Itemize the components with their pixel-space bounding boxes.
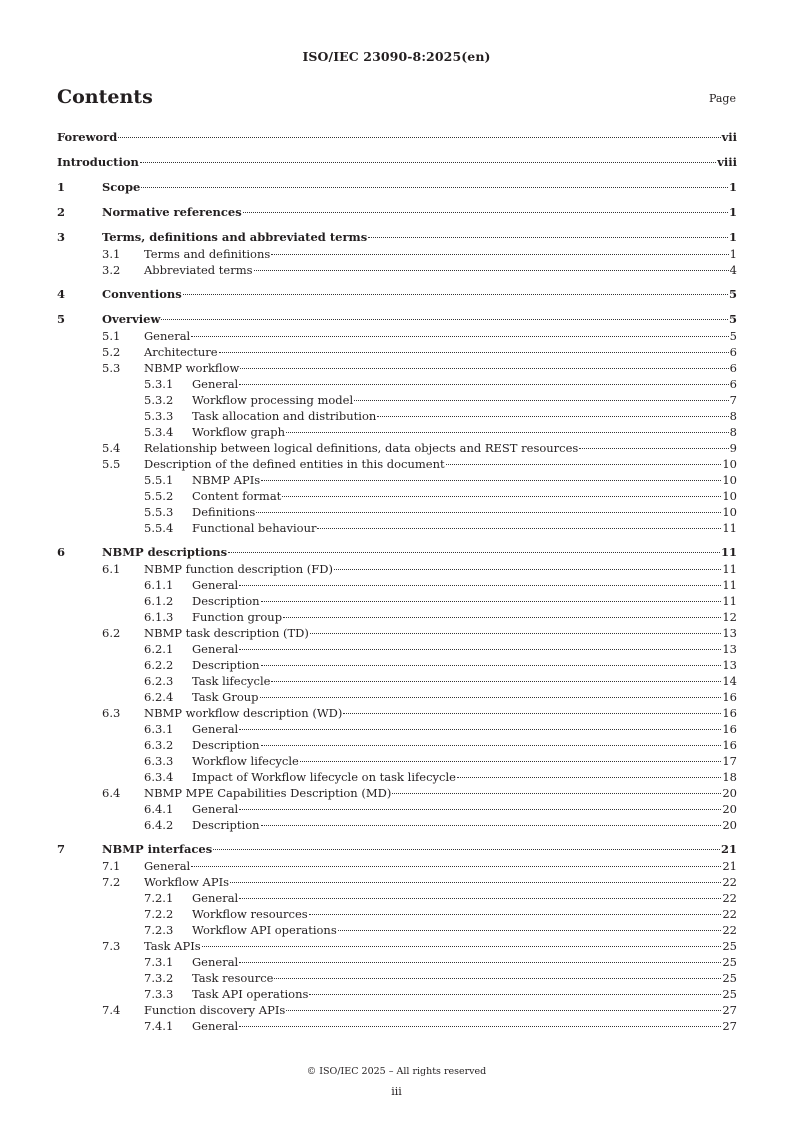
dot-leader: [219, 352, 729, 353]
toc-entry[interactable]: [57, 986, 737, 1002]
toc-entry-page: 25: [722, 939, 737, 953]
toc-entry-number: 6.2.2: [144, 658, 174, 672]
toc-entry-number: 6.3.3: [144, 754, 174, 768]
toc-entry[interactable]: [57, 246, 737, 262]
dot-leader: [286, 1010, 721, 1011]
toc-entry-page: 16: [722, 706, 737, 720]
toc-entry-number: 6.4.1: [144, 802, 174, 816]
toc-entry-page: vii: [721, 130, 737, 144]
toc-entry-title: Task lifecycle: [192, 674, 271, 688]
toc-entry-page: 21: [720, 842, 737, 856]
toc-entry-number: 6.4: [102, 786, 121, 800]
toc-entry-title: Function group: [192, 610, 283, 624]
toc-entry[interactable]: [57, 179, 737, 196]
toc-entry-number: 3.2: [102, 263, 121, 277]
toc-entry-title: Task API operations: [192, 987, 309, 1001]
toc-entry-number: 5.5.2: [144, 489, 174, 503]
dot-leader: [202, 946, 722, 947]
toc-entry-page: 10: [722, 489, 737, 503]
toc-entry-page: 9: [729, 441, 737, 455]
toc-entry-number: 6.2.1: [144, 642, 174, 656]
toc-entry-number: 6.1.1: [144, 578, 174, 592]
toc-entry-number: 6.3: [102, 706, 121, 720]
toc-entry-title: Workflow processing model: [192, 393, 354, 407]
toc-entry-number: 7.3.3: [144, 987, 174, 1001]
toc-entry-page: 13: [722, 642, 737, 656]
toc-entry[interactable]: [57, 922, 737, 938]
toc-entry-title: NBMP MPE Capabilities Description (MD): [144, 786, 392, 800]
toc-entry[interactable]: [57, 705, 737, 721]
toc-entry-title: NBMP APIs: [192, 473, 261, 487]
toc-entry-title: General: [192, 578, 239, 592]
toc-entry-number: 7.2.3: [144, 923, 174, 937]
toc-entry[interactable]: [57, 154, 737, 171]
toc-entry-page: 4: [729, 263, 737, 277]
dot-leader: [282, 496, 721, 497]
toc-entry-number: 6.2.4: [144, 690, 174, 704]
toc-entry[interactable]: [57, 129, 737, 146]
dot-leader: [256, 512, 721, 513]
dot-leader: [254, 270, 729, 271]
toc-entry-page: 16: [722, 722, 737, 736]
toc-entry[interactable]: [57, 440, 737, 456]
toc-entry-number: 3: [57, 230, 66, 244]
toc-entry-number: 7.2.1: [144, 891, 174, 905]
toc-entry[interactable]: [57, 504, 737, 520]
toc-entry[interactable]: [57, 262, 737, 278]
toc-entry-page: 13: [722, 658, 737, 672]
toc-entry-page: 10: [722, 457, 737, 471]
toc-entry-number: 4: [57, 287, 66, 301]
toc-entry-number: 5.3.3: [144, 409, 174, 423]
toc-entry-title: Terms, definitions and abbreviated terms: [102, 230, 368, 244]
toc-entry-page: 1: [728, 230, 737, 244]
toc-entry[interactable]: [57, 488, 737, 504]
toc-entry[interactable]: [57, 472, 737, 488]
toc-entry-title: General: [192, 722, 239, 736]
toc-entry[interactable]: [57, 954, 737, 970]
toc-entry-number: 7.1: [102, 859, 121, 873]
page-number: iii: [391, 1085, 402, 1098]
toc-entry-number: 6.1: [102, 562, 121, 576]
toc-entry[interactable]: [57, 673, 737, 689]
toc-entry[interactable]: [57, 874, 737, 890]
toc-entry-page: 1: [728, 180, 737, 194]
toc-entry[interactable]: [57, 544, 737, 561]
toc-entry-number: 7.3: [102, 939, 121, 953]
toc-entry-title: Description: [192, 658, 260, 672]
toc-entry-title: Architecture: [144, 345, 218, 359]
toc-entry[interactable]: [57, 577, 737, 593]
dot-leader: [239, 898, 721, 899]
dot-leader: [261, 745, 722, 746]
toc-entry-page: 14: [722, 674, 737, 688]
dot-leader: [260, 697, 722, 698]
toc-entry-number: 5.5: [102, 457, 121, 471]
toc-entry[interactable]: [57, 841, 737, 858]
toc-entry-number: 5: [57, 312, 66, 326]
toc-entry-page: 16: [722, 690, 737, 704]
toc-entry-page: 18: [722, 770, 737, 784]
toc-entry-title: Description: [192, 594, 260, 608]
toc-entry-page: 5: [728, 312, 737, 326]
dot-leader: [230, 882, 721, 883]
toc-entry-title: General: [192, 1019, 239, 1033]
dot-leader: [338, 930, 722, 931]
toc-entry-page: 1: [728, 205, 737, 219]
toc-entry-title: NBMP workflow description (WD): [144, 706, 343, 720]
toc-entry[interactable]: [57, 520, 737, 536]
toc-entry-number: 6.3.1: [144, 722, 174, 736]
toc-entry[interactable]: [57, 1018, 737, 1034]
table-of-contents: [57, 129, 737, 1034]
toc-entry-title: General: [144, 859, 191, 873]
toc-entry-page: 20: [722, 802, 737, 816]
toc-entry-title: Workflow lifecycle: [192, 754, 299, 768]
dot-leader: [161, 319, 728, 320]
contents-title: Contents: [57, 86, 153, 108]
toc-entry[interactable]: [57, 609, 737, 625]
dot-leader: [343, 713, 721, 714]
toc-entry-title: Scope: [102, 180, 141, 194]
toc-entry[interactable]: [57, 408, 737, 424]
toc-entry-title: Task resource: [192, 971, 274, 985]
dot-leader: [377, 416, 728, 417]
copyright-footer: © ISO/IEC 2025 – All rights reserved: [306, 1066, 487, 1077]
dot-leader: [368, 237, 728, 238]
dot-leader: [239, 1026, 721, 1027]
toc-entry-number: 7.4: [102, 1003, 121, 1017]
dot-leader: [140, 162, 716, 163]
toc-entry-page: 17: [722, 754, 737, 768]
dot-leader: [239, 384, 728, 385]
toc-entry-title: NBMP interfaces: [102, 842, 213, 856]
dot-leader: [334, 569, 721, 570]
toc-entry-title: Task Group: [192, 690, 259, 704]
toc-entry[interactable]: [57, 858, 737, 874]
toc-entry[interactable]: [57, 376, 737, 392]
toc-entry[interactable]: [57, 229, 737, 246]
dot-leader: [300, 761, 722, 762]
toc-entry[interactable]: [57, 344, 737, 360]
toc-entry-number: 6.3.4: [144, 770, 174, 784]
toc-entry[interactable]: [57, 785, 737, 801]
toc-entry[interactable]: [57, 328, 737, 344]
dot-leader: [191, 866, 721, 867]
toc-entry[interactable]: [57, 1002, 737, 1018]
toc-entry-number: 5.5.4: [144, 521, 174, 535]
toc-entry-title: Functional behaviour: [192, 521, 317, 535]
toc-entry[interactable]: [57, 360, 737, 376]
toc-entry-number: 5.3.1: [144, 377, 174, 391]
dot-leader: [261, 825, 722, 826]
toc-entry-page: 11: [722, 594, 737, 608]
toc-entry[interactable]: [57, 424, 737, 440]
toc-entry-number: 5.3.2: [144, 393, 174, 407]
toc-entry-number: 7.4.1: [144, 1019, 174, 1033]
dot-leader: [118, 137, 720, 138]
toc-entry-page: 5: [729, 329, 737, 343]
toc-entry-title: Introduction: [57, 155, 139, 169]
toc-entry-number: 6: [57, 545, 66, 559]
dot-leader: [283, 617, 721, 618]
toc-entry-title: Abbreviated terms: [144, 263, 253, 277]
toc-entry-number: 5.5.1: [144, 473, 174, 487]
toc-entry-title: General: [192, 642, 239, 656]
toc-entry-page: 11: [720, 545, 737, 559]
toc-entry-page: 10: [722, 473, 737, 487]
toc-entry-title: Terms and definitions: [144, 247, 271, 261]
dot-leader: [579, 448, 728, 449]
dot-leader: [239, 649, 721, 650]
toc-entry-number: 6.3.2: [144, 738, 174, 752]
dot-leader: [274, 978, 721, 979]
toc-entry-page: 25: [722, 987, 737, 1001]
toc-entry-number: 6.1.3: [144, 610, 174, 624]
toc-entry-title: Task APIs: [144, 939, 201, 953]
toc-entry-page: 11: [722, 521, 737, 535]
dot-leader: [354, 400, 729, 401]
toc-entry-title: General: [192, 955, 239, 969]
toc-entry[interactable]: [57, 721, 737, 737]
toc-entry-page: 22: [722, 923, 737, 937]
dot-leader: [310, 633, 721, 634]
toc-entry-page: 6: [729, 361, 737, 375]
dot-leader: [271, 681, 721, 682]
toc-entry[interactable]: [57, 204, 737, 221]
toc-entry-title: Conventions: [102, 287, 182, 301]
toc-entry-title: NBMP function description (FD): [144, 562, 333, 576]
toc-entry-number: 3.1: [102, 247, 121, 261]
toc-entry-page: 7: [729, 393, 737, 407]
toc-entry-title: NBMP task description (TD): [144, 626, 309, 640]
toc-entry-page: 16: [722, 738, 737, 752]
toc-entry-title: General: [192, 377, 239, 391]
toc-entry-title: Workflow APIs: [144, 875, 230, 889]
toc-entry-page: 6: [729, 345, 737, 359]
toc-entry-page: 5: [728, 287, 737, 301]
dot-leader: [446, 464, 722, 465]
toc-entry-number: 6.2: [102, 626, 121, 640]
toc-entry-title: General: [192, 891, 239, 905]
toc-entry-title: Normative references: [102, 205, 242, 219]
dot-leader: [261, 480, 721, 481]
dot-leader: [228, 552, 720, 553]
dot-leader: [261, 665, 722, 666]
toc-entry-title: Description of the defined entities in this document: [144, 457, 445, 471]
toc-entry-page: 6: [729, 377, 737, 391]
toc-entry-title: Definitions: [192, 505, 256, 519]
toc-entry[interactable]: [57, 689, 737, 705]
dot-leader: [183, 294, 728, 295]
toc-entry-page: 20: [722, 786, 737, 800]
dot-leader: [239, 729, 721, 730]
toc-entry-page: 25: [722, 971, 737, 985]
toc-entry[interactable]: [57, 392, 737, 408]
toc-entry-page: 8: [729, 409, 737, 423]
dot-leader: [239, 585, 721, 586]
dot-leader: [191, 336, 728, 337]
dot-leader: [309, 914, 722, 915]
toc-entry-number: 6.4.2: [144, 818, 174, 832]
toc-entry-number: 6.2.3: [144, 674, 174, 688]
toc-entry-page: 27: [722, 1019, 737, 1033]
toc-entry-page: 12: [722, 610, 737, 624]
dot-leader: [309, 994, 721, 995]
toc-entry-page: 1: [729, 247, 737, 261]
toc-entry-page: 21: [722, 859, 737, 873]
dot-leader: [240, 368, 728, 369]
toc-entry-page: 11: [722, 562, 737, 576]
dot-leader: [243, 212, 728, 213]
toc-entry[interactable]: [57, 753, 737, 769]
toc-entry-number: 7.2.2: [144, 907, 174, 921]
dot-leader: [261, 601, 722, 602]
toc-entry-page: viii: [717, 155, 737, 169]
toc-entry-page: 22: [722, 907, 737, 921]
toc-entry-title: Foreword: [57, 130, 118, 144]
toc-entry[interactable]: [57, 817, 737, 833]
toc-entry-number: 2: [57, 205, 66, 219]
dot-leader: [317, 528, 721, 529]
toc-entry[interactable]: [57, 906, 737, 922]
toc-entry[interactable]: [57, 625, 737, 641]
page-column-label: Page: [708, 92, 736, 105]
toc-entry-page: 8: [729, 425, 737, 439]
toc-entry-title: Overview: [102, 312, 161, 326]
toc-entry-number: 5.5.3: [144, 505, 174, 519]
toc-entry-number: 5.4: [102, 441, 121, 455]
toc-entry-title: Workflow resources: [192, 907, 308, 921]
document-id-header: ISO/IEC 23090-8:2025(en): [302, 49, 491, 64]
toc-entry[interactable]: [57, 970, 737, 986]
toc-entry-number: 1: [57, 180, 66, 194]
toc-entry[interactable]: [57, 311, 737, 328]
dot-leader: [213, 849, 720, 850]
toc-entry-title: Description: [192, 738, 260, 752]
dot-leader: [286, 432, 729, 433]
toc-entry-number: 7: [57, 842, 66, 856]
toc-entry-title: Relationship between logical definitions, data objects and REST resources: [144, 441, 579, 455]
toc-entry-title: Task allocation and distribution: [192, 409, 377, 423]
toc-entry-page: 22: [722, 891, 737, 905]
toc-entry[interactable]: [57, 938, 737, 954]
toc-entry-title: Workflow graph: [192, 425, 286, 439]
toc-entry-number: 7.3.2: [144, 971, 174, 985]
dot-leader: [457, 777, 721, 778]
toc-entry-page: 13: [722, 626, 737, 640]
toc-entry-title: NBMP descriptions: [102, 545, 228, 559]
toc-entry[interactable]: [57, 561, 737, 577]
toc-entry-number: 5.3.4: [144, 425, 174, 439]
toc-entry[interactable]: [57, 286, 737, 303]
toc-entry-number: 7.2: [102, 875, 121, 889]
toc-entry[interactable]: [57, 801, 737, 817]
dot-leader: [392, 793, 721, 794]
toc-entry-title: Description: [192, 818, 260, 832]
toc-entry[interactable]: [57, 593, 737, 609]
toc-entry-title: Function discovery APIs: [144, 1003, 286, 1017]
dot-leader: [239, 809, 721, 810]
toc-entry-number: 5.1: [102, 329, 121, 343]
toc-entry-number: 7.3.1: [144, 955, 174, 969]
toc-entry[interactable]: [57, 769, 737, 785]
toc-entry-number: 6.1.2: [144, 594, 174, 608]
toc-entry-number: 5.2: [102, 345, 121, 359]
toc-entry-page: 27: [722, 1003, 737, 1017]
dot-leader: [141, 187, 728, 188]
toc-entry[interactable]: [57, 737, 737, 753]
toc-entry-title: General: [192, 802, 239, 816]
dot-leader: [239, 962, 721, 963]
toc-entry-title: General: [144, 329, 191, 343]
toc-entry-page: 25: [722, 955, 737, 969]
toc-entry-title: Workflow API operations: [192, 923, 337, 937]
toc-entry[interactable]: [57, 890, 737, 906]
toc-entry-number: 5.3: [102, 361, 121, 375]
toc-entry-title: NBMP workflow: [144, 361, 240, 375]
toc-entry[interactable]: [57, 657, 737, 673]
toc-entry-page: 20: [722, 818, 737, 832]
toc-entry-title: Impact of Workflow lifecycle on task lifecycle: [192, 770, 456, 784]
toc-entry[interactable]: [57, 641, 737, 657]
toc-entry-page: 11: [722, 578, 737, 592]
toc-entry-page: 22: [722, 875, 737, 889]
toc-entry-title: Content format: [192, 489, 282, 503]
dot-leader: [271, 254, 728, 255]
toc-entry-page: 10: [722, 505, 737, 519]
toc-entry[interactable]: [57, 456, 737, 472]
